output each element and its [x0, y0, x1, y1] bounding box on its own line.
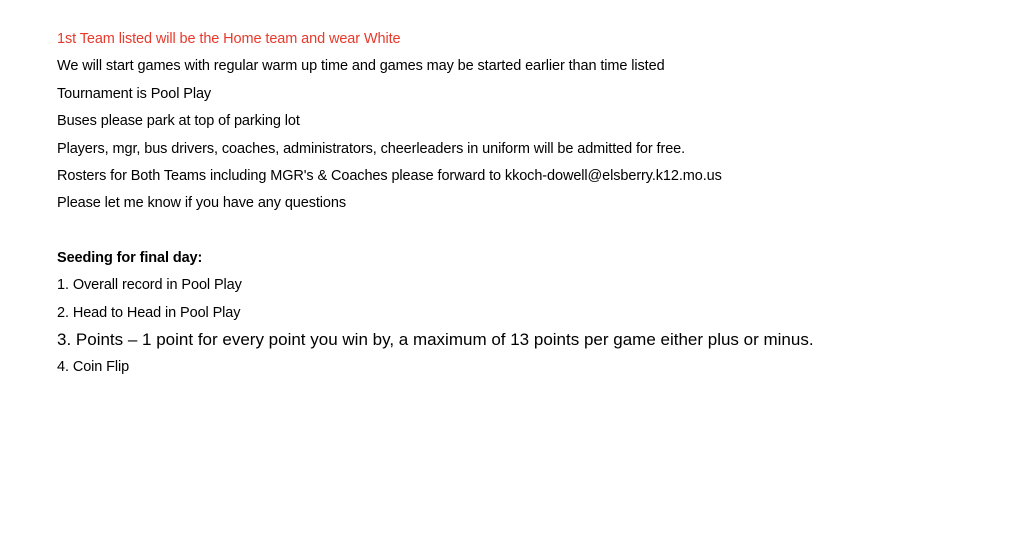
- seeding-item-2: 2. Head to Head in Pool Play: [57, 304, 241, 321]
- seeding-item-4: 4. Coin Flip: [57, 358, 130, 375]
- pool-play-note: Tournament is Pool Play: [57, 85, 212, 102]
- seeding-item-1: 1. Overall record in Pool Play: [57, 277, 242, 294]
- rosters-note: Rosters for Both Teams including MGR's & Coaches please forward to kkoch-dowell@elsberry.k12.mo.us: [57, 167, 722, 184]
- seeding-heading: Seeding for final day:: [57, 249, 203, 266]
- seeding-item-3: 3. Points – 1 point for every point you win by, a maximum of 13 points per game either plus or minus.: [57, 329, 814, 349]
- admission-note: Players, mgr, bus drivers, coaches, administrators, cheerleaders in uniform will be admitted for free.: [57, 140, 686, 157]
- questions-note: Please let me know if you have any questions: [57, 195, 346, 212]
- section-spacer: [57, 222, 1002, 249]
- tournament-notes-document: [57, 30, 1002, 385]
- bus-parking-note: Buses please park at top of parking lot: [57, 113, 300, 130]
- home-team-note: 1st Team listed will be the Home team and wear White: [57, 31, 401, 47]
- warmup-note: We will start games with regular warm up time and games may be started earlier than time listed: [57, 58, 665, 75]
